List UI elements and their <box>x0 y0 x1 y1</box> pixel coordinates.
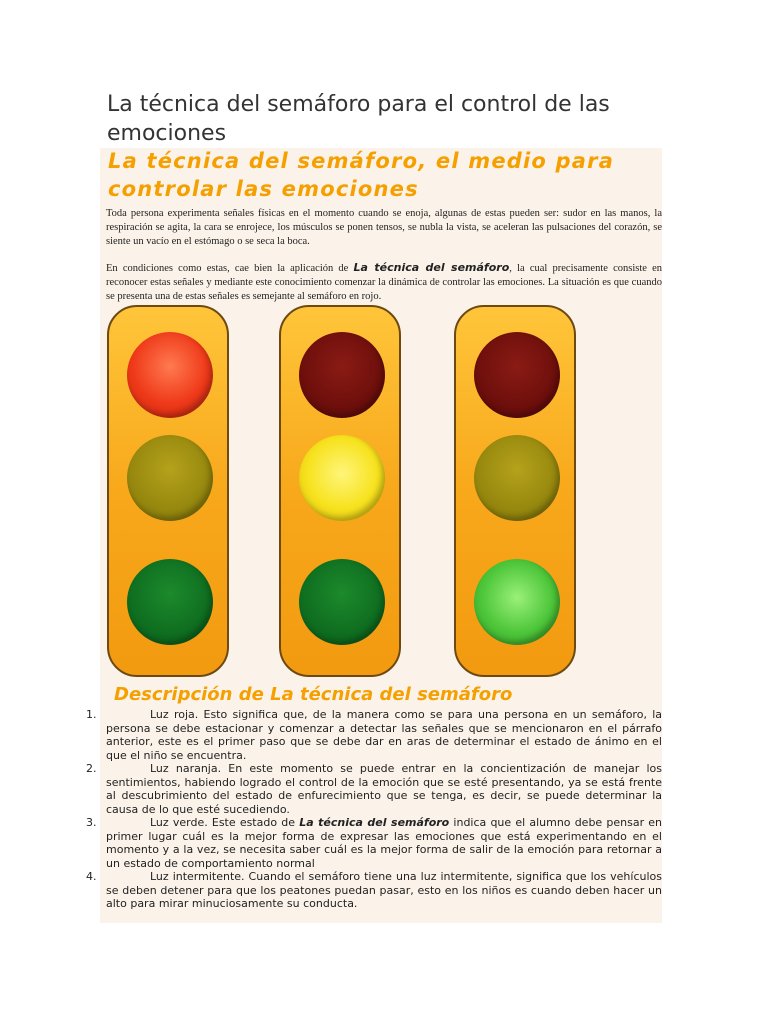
document-title: La técnica del semáforo para el control de las emociones <box>107 92 610 146</box>
technique-paragraph <box>106 261 662 304</box>
list-item-text: Luz naranja. En este momento se puede entrar en la concientización de manejar los sentimientos, habiendo logrado el control de la emoción que se esté presentando, ya se está frente al descubrimiento del estado de enfurecimiento que se tenga, es decir, se puede determinar la causa de lo que esté sucediendo. <box>106 762 662 816</box>
technique-name-emphasis: La técnica del semáforo <box>353 261 510 274</box>
list-item-number: 3. <box>86 816 97 829</box>
technique-name-emphasis: La técnica del semáforo <box>299 816 450 829</box>
list-text-before: Luz verde. Este estado de <box>150 816 300 829</box>
list-item-number: 4. <box>86 870 97 883</box>
list-item <box>0 870 768 911</box>
light-description-list <box>0 708 768 911</box>
description-subheading: Descripción de La técnica del semáforo <box>114 684 513 705</box>
list-item-number: 2. <box>86 762 97 775</box>
list-item <box>0 762 768 816</box>
list-item-text <box>106 816 662 870</box>
headline: La técnica del semáforo, el medio para controlar las emociones <box>108 149 615 201</box>
list-item <box>0 708 768 762</box>
paragraph-text-before: En condiciones como estas, cae bien la aplicación de <box>106 263 354 274</box>
intro-paragraph: Toda persona experimenta señales físicas en el momento cuando se enoja, algunas de estas pueden ser: sudor en las manos, la respiración se agita, la cara se enrojece, los músculos se ponen tensos, se nubla la vista, se aceleran las pulsaciones del corazón, se siente un vacío en el estómago o se seca la boca. <box>106 208 662 247</box>
list-item-text: Luz roja. Esto significa que, de la manera como se para una persona en un semáforo, la persona se debe estacionar y comenzar a detectar las señales que se mencionaron en el párrafo anterior, este es el primer paso que se debe dar en aras de determinar el estado de ánimo en el que el niño se encuentra. <box>106 708 662 762</box>
list-item-text: Luz intermitente. Cuando el semáforo tiene una luz intermitente, significa que los vehículos se deben detener para que los peatones puedan pasar, esto en los niños es cuando deben hacer un alto para mirar minuciosamente su conducta. <box>106 870 662 910</box>
list-item-number: 1. <box>86 708 97 721</box>
paragraph-text-after: , la cual precisamente consiste en reconocer estas señales y mediante este conocimiento comenzar la dinámica de controlar las emociones. La situación es que cuando se presenta una de estas señales es semejante al semáforo en rojo. <box>106 263 663 302</box>
list-item <box>0 816 768 870</box>
list-text-after: indica que el alumno debe pensar en primer lugar cuál es la mejor forma de expresar las emociones que está experimentando en el momento y a la vez, se necesita saber cuál es la mejor forma de salir de la emoción para retornar a un estado de comportamiento normal <box>106 816 662 870</box>
